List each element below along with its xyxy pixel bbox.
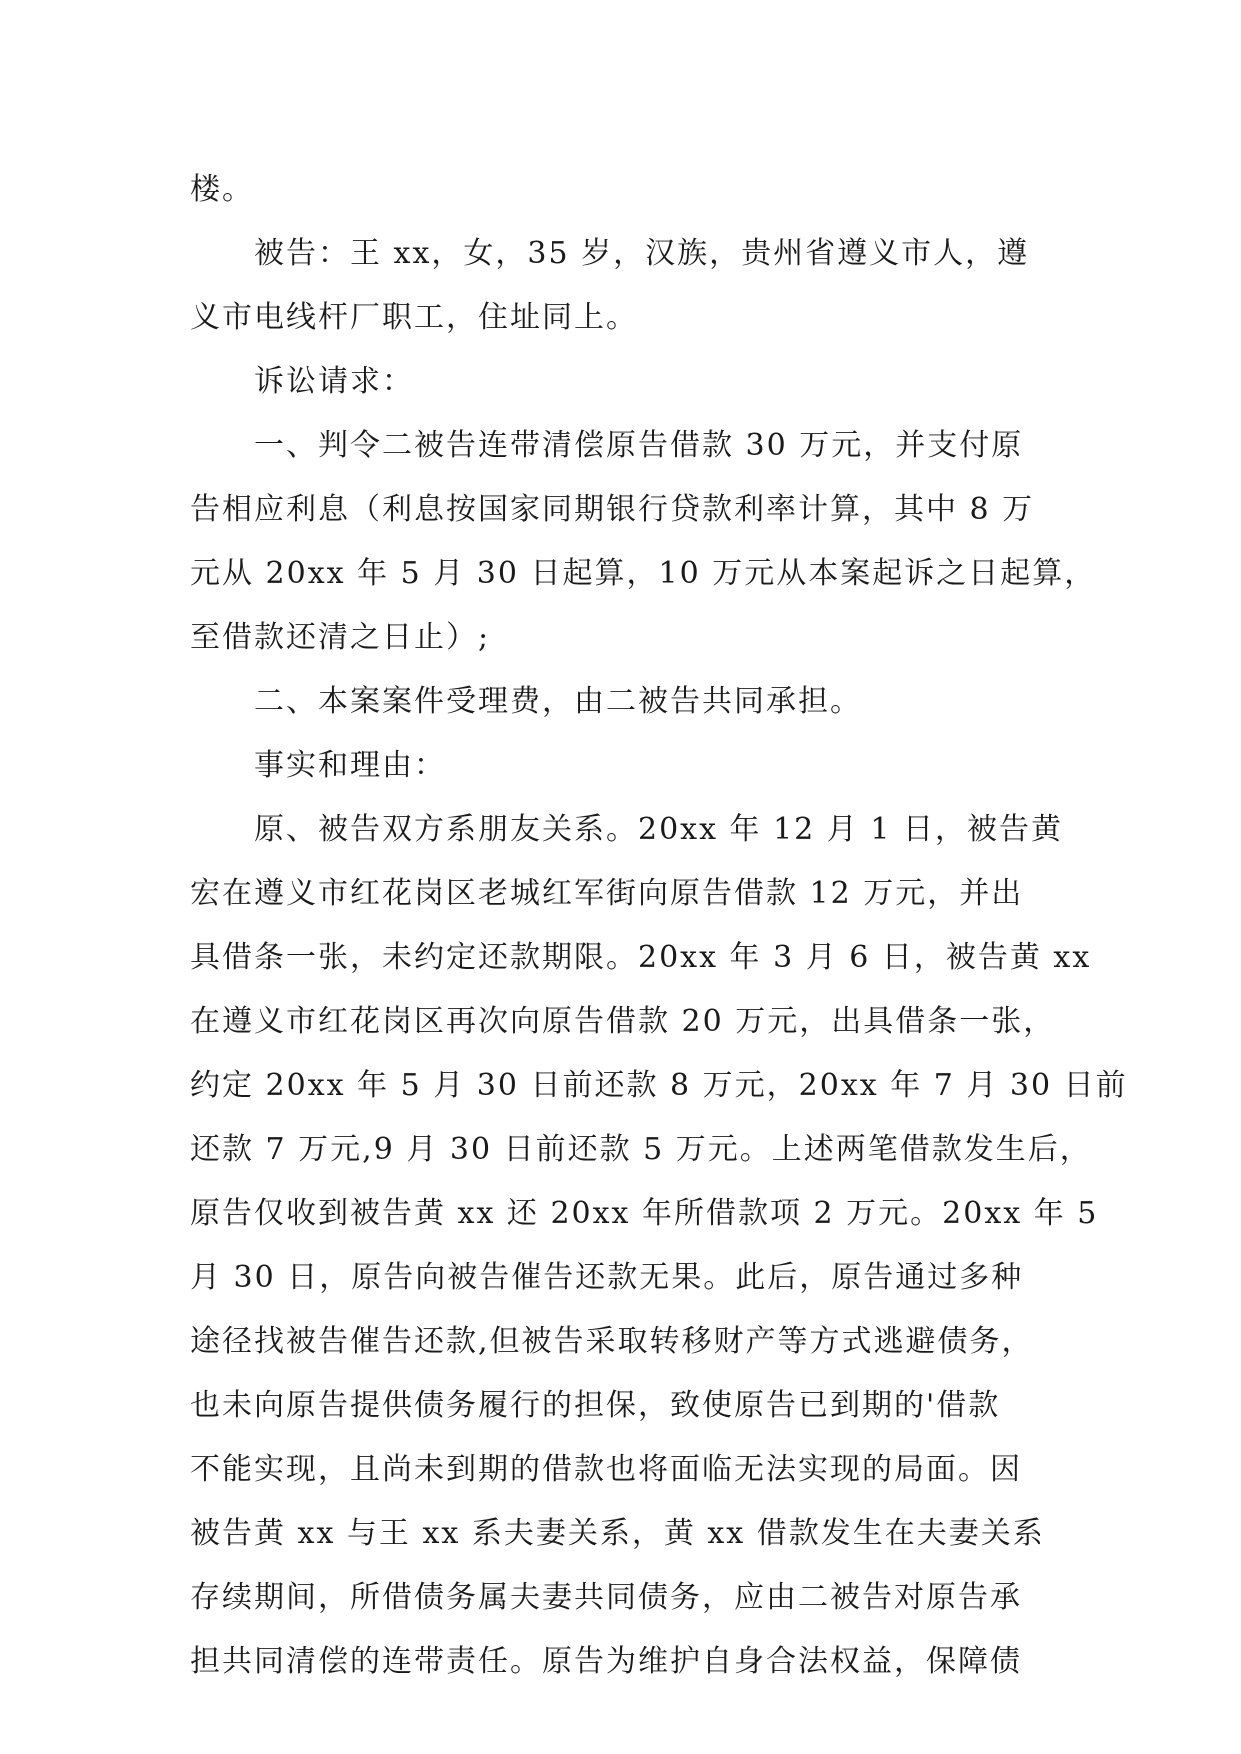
text-line: 不能实现，且尚未到期的借款也将面临无法实现的局面。因 xyxy=(190,1452,1022,1487)
text-line: 约定 20xx 年 5 月 30 日前还款 8 万元，20xx 年 7 月 30 日前 xyxy=(190,1068,1128,1103)
text-line: 宏在遵义市红花岗区老城红军街向原告借款 12 万元，并出 xyxy=(190,876,1024,911)
paragraph-defendant-start: 被告：王 xx，女，35 岁，汉族，贵州省遵义市人，遵 xyxy=(254,236,1030,271)
section-heading-facts: 事实和理由： xyxy=(254,748,446,783)
text-line: 还款 7 万元,9 月 30 日前还款 5 万元。上述两笔借款发生后， xyxy=(190,1132,1092,1167)
text-line: 也未向原告提供债务履行的担保，致使原告已到期的'借款 xyxy=(190,1388,1001,1423)
text-line: 义市电线杆厂职工，住址同上。 xyxy=(190,300,638,335)
text-line: 至借款还清之日止）; xyxy=(190,620,491,655)
text-line: 原告仅收到被告黄 xx 还 20xx 年所借款项 2 万元。20xx 年 5 xyxy=(190,1196,1099,1231)
claim-item-1-start: 一、判令二被告连带清偿原告借款 30 万元，并支付原 xyxy=(254,428,1024,463)
document-body xyxy=(190,158,1128,1694)
claim-item-2: 二、本案案件受理费，由二被告共同承担。 xyxy=(254,684,862,719)
text-line: 途径找被告催告还款,但被告采取转移财产等方式逃避债务， xyxy=(190,1324,1034,1359)
text-line: 月 30 日，原告向被告催告还款无果。此后，原告通过多种 xyxy=(190,1260,1024,1295)
text-line: 担共同清偿的连带责任。原告为维护自身合法权益，保障债 xyxy=(190,1644,1022,1679)
text-line: 存续期间，所借债务属夫妻共同债务，应由二被告对原告承 xyxy=(190,1580,1022,1615)
section-heading-claims: 诉讼请求： xyxy=(254,364,414,399)
text-line: 被告黄 xx 与王 xx 系夫妻关系，黄 xx 借款发生在夫妻关系 xyxy=(190,1516,1045,1551)
text-line: 告相应利息（利息按国家同期银行贷款利率计算，其中 8 万 xyxy=(190,492,1035,527)
text-line: 具借条一张，未约定还款期限。20xx 年 3 月 6 日，被告黄 xx xyxy=(190,940,1092,975)
text-line: 元从 20xx 年 5 月 30 日起算，10 万元从本案起诉之日起算， xyxy=(190,556,1097,591)
text-line: 楼。 xyxy=(190,172,254,207)
text-line: 在遵义市红花岗区再次向原告借款 20 万元，出具借条一张， xyxy=(190,1004,1056,1039)
facts-paragraph-start: 原、被告双方系朋友关系。20xx 年 12 月 1 日，被告黄 xyxy=(254,812,1063,847)
